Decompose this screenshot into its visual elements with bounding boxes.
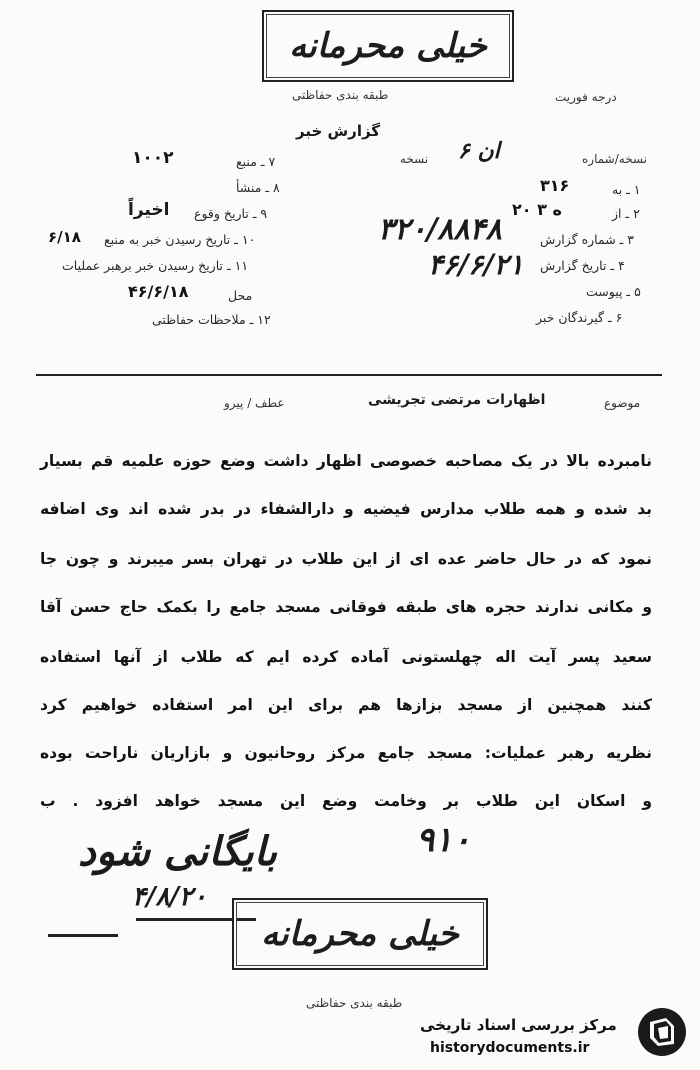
form-field-attachment-label: ۵ ـ پیوست [586,284,641,299]
form-field-occurrence-date-value: اخیراً [128,200,170,220]
classification-caption-top: طبقه بندی حفاظتی [292,88,389,102]
form-field-from-label: ۲ ـ از [612,206,640,221]
body-line: کنند همچنین از مسجد بزازها هم برای این امر استفاده خواهیم کرد [40,696,652,714]
classification-caption-bottom: طبقه بندی حفاظتی [306,996,403,1010]
form-field-report-date-value: ۴۶/۶/۲۱ [428,248,524,281]
report-title: گزارش خبر [296,122,381,140]
separator-line [36,374,662,376]
classification-stamp-bottom [232,898,488,970]
archive-site: historydocuments.ir [430,1040,590,1056]
form-field-location-value: ۴۶/۶/۱۸ [128,282,189,301]
form-field-from-value: ۲۰ ه ۳ [512,200,562,219]
copy-label: نسخه [400,152,429,166]
form-field-origin-label: ۸ ـ منشأ [236,180,280,195]
form-field-leader-received-label: ۱۱ ـ تاریخ رسیدن خبر برهبر عملیات [62,258,249,273]
form-field-source-received-label: ۱۰ ـ تاریخ رسیدن خبر به منبع [104,232,256,247]
form-field-recipients-label: ۶ ـ گیرندگان خبر [536,310,623,325]
body-line: نظریه رهبر عملیات: مسجد جامع مرکز روحانیون و بازاریان ناراحت بوده [40,744,652,762]
body-line: نمود که در حال حاضر عده ای از این طلاب در تهران بسر میبرند و چون جا [40,550,652,568]
body-line: سعید پسر آیت اله چهلستونی آماده کرده ایم که طلاب از آنها استفاده [40,648,652,666]
form-field-source-received-value: ۶/۱۸ [48,228,81,246]
form-field-to-value: ۳۱۶ [540,176,570,195]
form-field-security-notes-label: ۱۲ ـ ملاحظات حفاظتی [152,312,271,327]
subject-value: اظهارات مرتضی تجریشی [368,392,546,408]
form-field-location-label: محل [228,288,253,303]
form-field-report-number-value: ۳۲۰/۸۸۴۸ [378,212,502,247]
form-field-to-label: ۱ ـ به [612,182,641,197]
stamp-text-bottom: خیلی محرمانه [261,914,459,954]
handwritten-archive-note: بایگانی شود [78,828,278,875]
copy-number-label: نسخه/شماره [582,152,647,166]
archive-name: مرکز بررسی اسناد تاریخی [420,1016,617,1034]
handwritten-dash [48,934,118,937]
classification-stamp-top [262,10,514,82]
form-field-report-number-label: ۳ ـ شماره گزارش [540,232,635,247]
body-line: بد شده و همه طلاب مدارس فیضیه و دارالشفاء در بدر شده اند وی اضافه [40,500,652,518]
form-field-source-value: ۱۰۰۲ [132,148,174,168]
body-line: نامبرده بالا در یک مصاحبه خصوصی اظهار داشت وضع حوزه علمیه قم بسیار [40,452,652,470]
handwritten-number: ۹۱۰ [416,820,471,860]
copy-number-value: ان ۶ [458,138,500,164]
subject-label: موضوع [604,396,641,410]
stamp-text-top: خیلی محرمانه [289,26,487,66]
reference-label: عطف / پیرو [224,396,285,410]
archive-logo-icon [636,1006,688,1058]
handwritten-date: ۴/۸/۲۰ [132,882,207,912]
form-field-occurrence-date-label: ۹ ـ تاریخ وقوع [194,206,268,221]
form-field-report-date-label: ۴ ـ تاریخ گزارش [540,258,625,273]
form-field-source-label: ۷ ـ منبع [236,154,276,169]
body-line: و اسکان این طلاب بر وخامت وضع این مسجد خواهد افزود . ب [40,792,652,810]
urgency-label: درجه فوریت [555,90,617,104]
body-line: و مکانی ندارند حجره های طبقه فوقانی مسجد جامع را بکمک حاج حسن آقا [40,598,652,616]
